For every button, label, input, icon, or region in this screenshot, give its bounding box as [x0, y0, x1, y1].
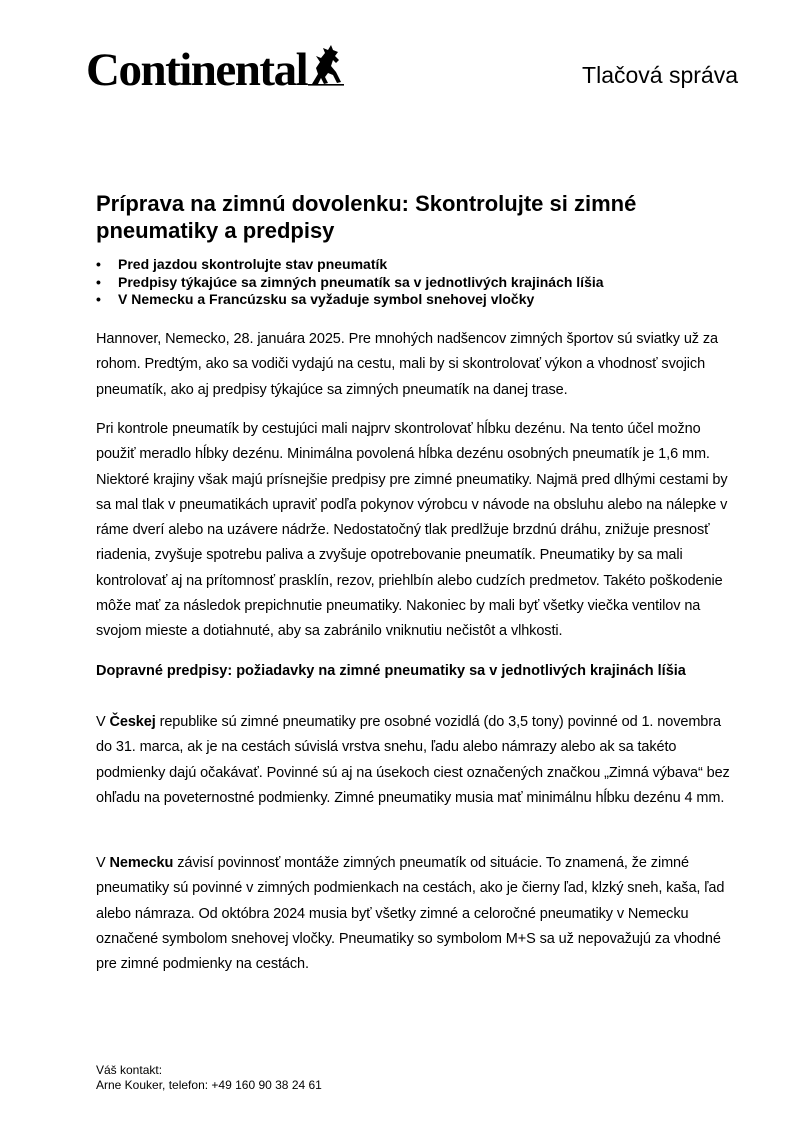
key-points-list — [96, 256, 604, 309]
section-subheading: Dopravné predpisy: požiadavky na zimné pneumatiky sa v jednotlivých krajinách líšia — [96, 663, 686, 679]
logo-wordmark: Continental — [86, 44, 308, 96]
tire-check-paragraph: Pri kontrole pneumatík by cestujúci mali najprv skontrolovať hĺbku dezénu. Na tento účel možno použiť meradlo hĺbky dezénu. Minimálna povolená hĺbka dezénu osobných pneumatík je 1,6 mm. Niektoré krajiny však majú prísnejšie predpisy pre zimné pneumatiky. Najmä pred dlhými cestami by sa mal tlak v pneumatikách upraviť podľa pokynov výrobcu v návode na obsluhu alebo na nálepke v ráme dverí alebo na uzávere nádrže. Nedostatočný tlak predlžuje brzdnú dráhu, znižuje presnosť riadenia, zvyšuje spotrebu paliva a zvyšuje opotrebovanie pneumatík. Pneumatiky by sa mali kontrolovať aj na prítomnosť prasklín, rezov, priehlbín alebo cudzích predmetov. Takéto poškodenie môže mať za následok prepichnutie pneumatiky. Nakoniec by mali byť všetky viečka ventilov na svojom mieste a dotiahnuté, aby sa zabránilo vniknutiu nečistôt a vlhkosti. — [96, 421, 728, 640]
intro-paragraph: Hannover, Nemecko, 28. januára 2025. Pre mnohých nadšencov zimných športov sú sviatky už za rohom. Predtým, ako sa vodiči vydajú na cestu, mali by si skontrolovať výkon a vhodnosť svojich pneumatík, ako aj predpisy týkajúce sa zimných pneumatík na danej trase. — [96, 331, 718, 398]
contact-details: Arne Kouker, telefon: +49 160 90 38 24 61 — [96, 1078, 322, 1092]
key-point: • Pred jazdou skontrolujte stav pneumatík — [96, 256, 604, 274]
country-name: Českej — [109, 714, 156, 730]
key-point: • Predpisy týkajúce sa zimných pneumatík sa v jednotlivých krajinách líšia — [96, 274, 604, 292]
paragraph-prefix: V — [96, 855, 110, 871]
paragraph-text: republike sú zimné pneumatiky pre osobné vozidlá (do 3,5 tony) povinné od 1. novembra do 31. marca, ak je na cestách súvislá vrstva snehu, ľadu alebo námrazy alebo ak sa takéto podmienky dajú očakávať. Povinné sú aj na úsekoch ciest označených značkou „Zimná výbava“ bez ohľadu na poveternostné podmienky. Zimné pneumatiky musia mať minimálnu hĺbku dezénu 4 mm. — [96, 714, 730, 806]
contact-label: Váš kontakt: — [96, 1063, 163, 1077]
contact-block — [96, 1063, 322, 1093]
paragraph-text: závisí povinnosť montáže zimných pneumatík od situácie. To znamená, že zimné pneumatiky sú povinné v zimných podmienkach na cestách, ako je čierny ľad, klzký sneh, kaša, ľad alebo námraza. Od októbra 2024 musia byť všetky zimné a celoročné pneumatiky v Nemecku označené symbolom snehovej vločky. Pneumatiky so symbolom M+S sa už nepovažujú za vhodné pre zimné podmienky na cestách. — [96, 855, 725, 973]
country-name: Nemecku — [109, 855, 174, 871]
key-point: • V Nemecku a Francúzsku sa vyžaduje symbol snehovej vločky — [96, 291, 604, 309]
rearing-horse-icon — [306, 44, 346, 86]
headline: Príprava na zimnú dovolenku: Skontrolujte si zimné pneumatiky a predpisy — [96, 191, 637, 243]
document-type-label: Tlačová správa — [582, 62, 738, 88]
paragraph-prefix: V — [96, 714, 110, 730]
germany-rules-paragraph — [96, 851, 739, 977]
czech-rules-paragraph — [96, 710, 739, 811]
continental-logo — [86, 44, 350, 98]
